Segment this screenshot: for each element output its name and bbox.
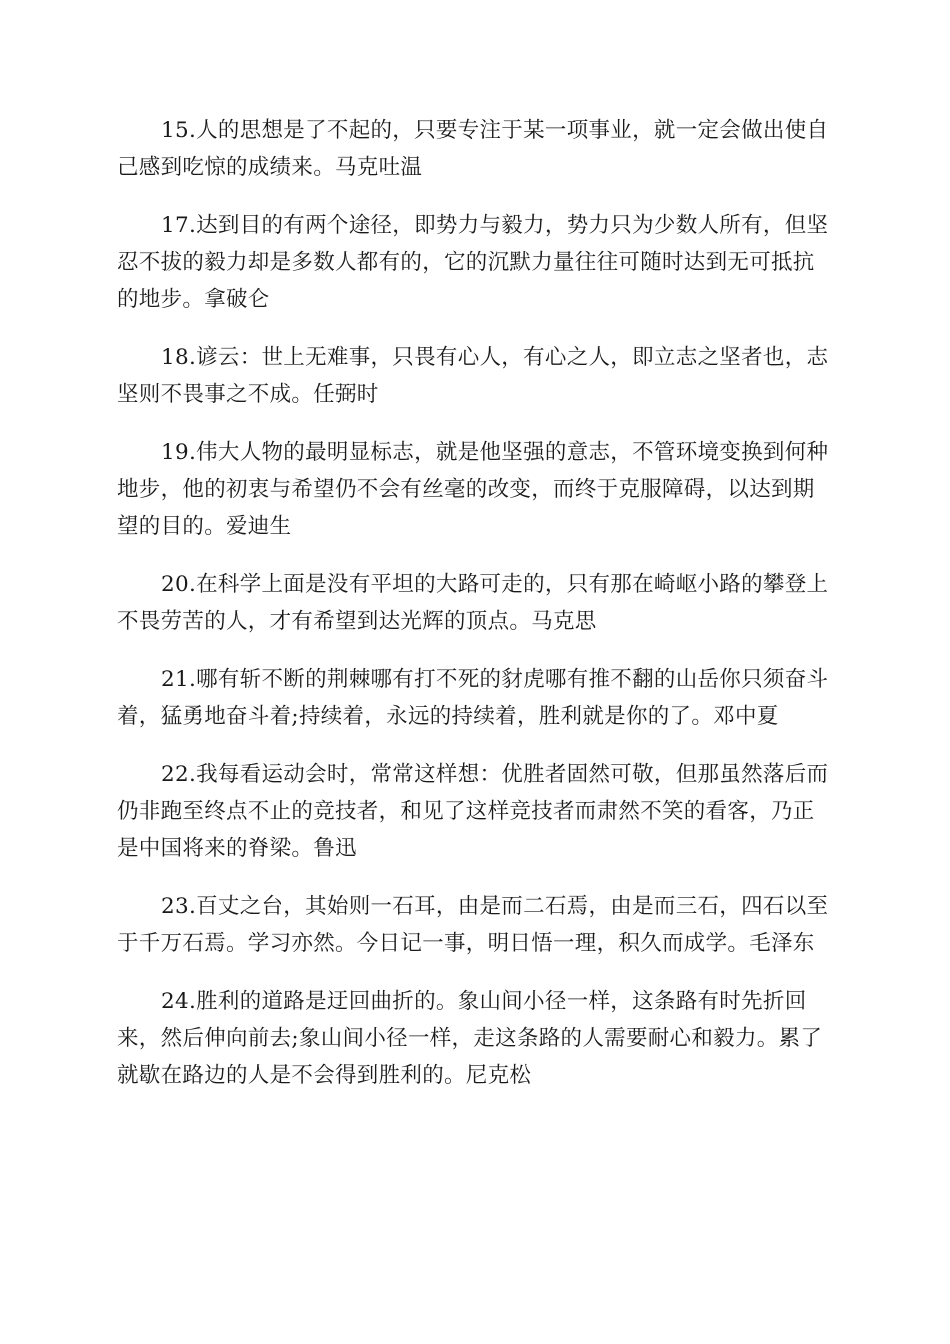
quote-paragraph: 20.在科学上面是没有平坦的大路可走的，只有那在崎岖小路的攀登上不畏劳苦的人，才有希望到达光辉的顶点。马克思 (117, 572, 829, 634)
quote-paragraph: 17.达到目的有两个途径，即势力与毅力，势力只为少数人所有，但坚忍不拔的毅力却是多数人都有的，它的沉默力量往往可随时达到无可抵抗的地步。拿破仑 (117, 213, 829, 312)
document-body (117, 112, 833, 1115)
quote-paragraph: 24.胜利的道路是迂回曲折的。象山间小径一样，这条路有时先折回来，然后伸向前去;象山间小径一样，走这条路的人需要耐心和毅力。累了就歇在路边的人是不会得到胜利的。尼克松 (117, 989, 823, 1088)
quote-paragraph: 19.伟大人物的最明显标志，就是他坚强的意志，不管环境变换到何种地步，他的初衷与希望仍不会有丝毫的改变，而终于克服障碍，以达到期望的目的。爱迪生 (117, 440, 829, 539)
quote-paragraph: 23.百丈之台，其始则一石耳，由是而二石焉，由是而三石，四石以至于千万石焉。学习亦然。今日记一事，明日悟一理，积久而成学。毛泽东 (117, 894, 829, 956)
quote-paragraph: 15.人的思想是了不起的，只要专注于某一项事业，就一定会做出使自己感到吃惊的成绩来。马克吐温 (117, 118, 829, 180)
quote-paragraph: 18.谚云：世上无难事，只畏有心人，有心之人，即立志之坚者也，志坚则不畏事之不成。任弼时 (117, 345, 829, 407)
quote-paragraph: 21.哪有斩不断的荆棘哪有打不死的豺虎哪有推不翻的山岳你只须奋斗着，猛勇地奋斗着;持续着，永远的持续着，胜利就是你的了。邓中夏 (117, 667, 829, 729)
quote-paragraph: 22.我每看运动会时，常常这样想：优胜者固然可敬，但那虽然落后而仍非跑至终点不止的竞技者，和见了这样竞技者而肃然不笑的看客，乃正是中国将来的脊梁。鲁迅 (117, 762, 829, 861)
